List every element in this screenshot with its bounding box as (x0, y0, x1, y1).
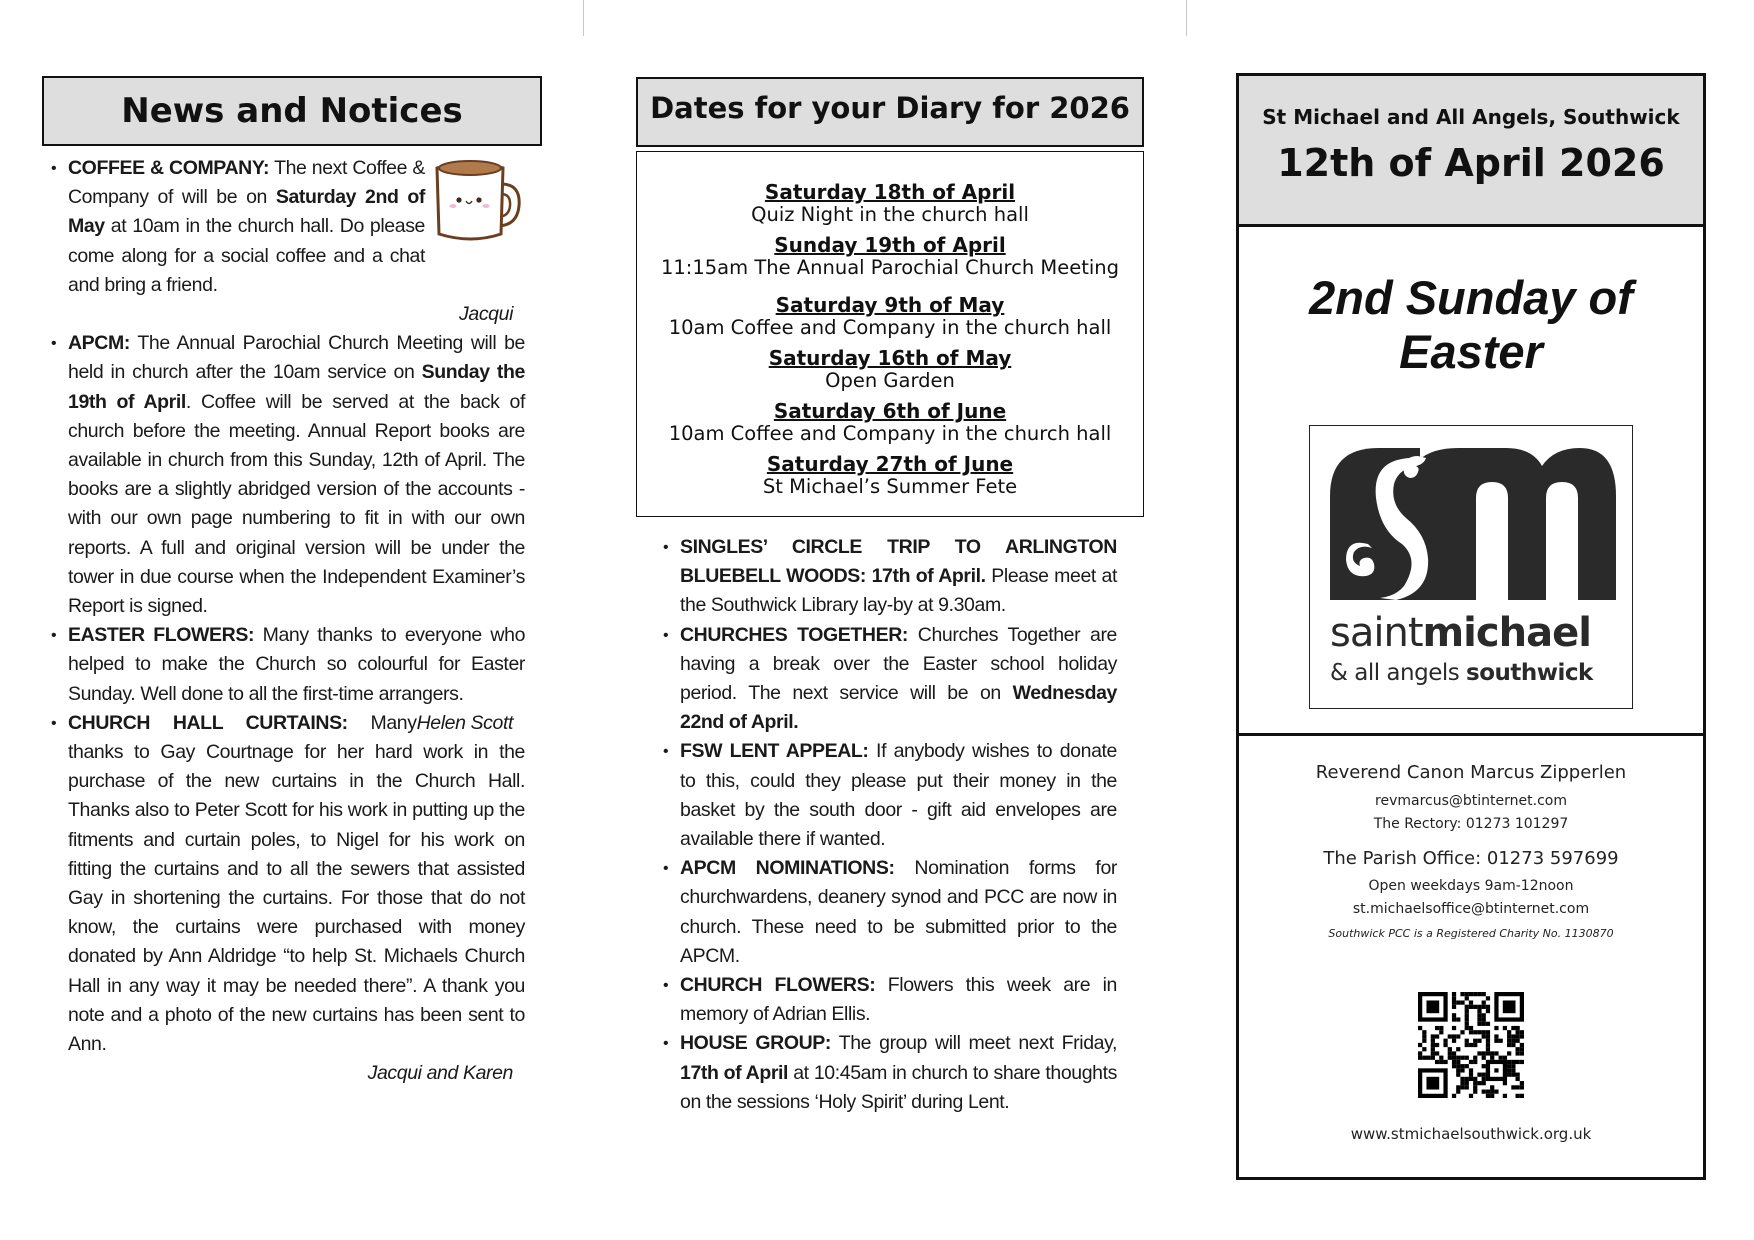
notice-text: Please meet at the Southwick Library lay-by at 9.30am. (680, 565, 1117, 617)
notice-item (680, 621, 1117, 738)
sm-monogram-icon (1310, 426, 1632, 606)
notice-emphasis: Sunday the 19th of April (68, 361, 525, 413)
notice-title: HOUSE GROUP: (680, 1032, 831, 1055)
diary-event-date: Saturday 27th of June (766, 452, 1014, 476)
notice-text: Many thanks to Gay Courtnage for her hard work in the purchase of the new curtains in the Church Hall. Thanks also to Peter Scott for his work in putting up the fitments and curtain poles, to Nigel for his work on fitting the curtains and to all the sewers that assisted Gay in shortening the curtains. For those that do not know, the curtains were purchased with money donated by Ann Aldridge “to help St. Michaels Church Hall in any way it may be needed there”. A thank you note and a photo of the new curtains has been sent to Ann. (68, 711, 525, 1056)
notice-text: at 10am in the church hall. Do please come along for a social coffee and a chat and bring a friend. (68, 215, 425, 296)
diary-event-description: St Michael’s Summer Fete (762, 475, 1018, 498)
charity-number: Southwick PCC is a Registered Charity No. 1130870 (1328, 927, 1614, 940)
notice-title: COFFEE & COMPANY: (68, 157, 270, 179)
notice-text: Churches Together are having a break over the Easter school holiday period. The next service will be on (680, 623, 1117, 705)
diary-event-description: 10am Coffee and Company in the church hall (668, 316, 1112, 339)
cover-header (1236, 73, 1706, 224)
fold-mark-left (583, 0, 584, 36)
news-panel (42, 76, 542, 1089)
notice-text: Flowers this week are in memory of Adrian Ellis. (680, 974, 1118, 1026)
sunday-title (1239, 271, 1703, 379)
sunday-title-line2: Easter (1399, 325, 1543, 378)
sunday-title-line1: 2nd Sunday of (1309, 271, 1633, 324)
parish-office-phone: The Parish Office: 01273 597699 (1323, 848, 1619, 869)
diary-event-date: Saturday 16th of May (768, 346, 1012, 370)
notice-item (68, 329, 525, 621)
notice-title: CHURCH FLOWERS: (680, 974, 876, 997)
diary-event-date: Saturday 6th of June (773, 399, 1007, 423)
diary-event (637, 399, 1143, 445)
notice-title: CHURCH HALL CURTAINS: (68, 711, 348, 734)
diary-event (637, 293, 1143, 339)
office-hours: Open weekdays 9am-12noon (1368, 878, 1574, 894)
notice-text: If anybody wishes to donate to this, could they please put their money in the basket by the south door - gift aid envelopes are available there if wanted. (680, 740, 1117, 851)
notice-title: APCM NOMINATIONS: (680, 857, 895, 880)
diary-event-date: Saturday 9th of May (775, 293, 1005, 317)
notice-title: APCM: (68, 332, 130, 355)
notice-text: The Annual Parochial Church Meeting will be held in church after the 10am service on (68, 332, 525, 384)
coffee-mug-icon (431, 154, 525, 246)
news-heading: News and Notices (42, 76, 542, 146)
vicar-name: Reverend Canon Marcus Zipperlen (1315, 762, 1627, 783)
office-email[interactable]: st.michaelsoffice@btinternet.com (1352, 901, 1590, 917)
cover-panel (1236, 73, 1706, 1180)
diary-event (637, 233, 1143, 279)
diary-panel (636, 77, 1144, 1117)
notice-item (680, 854, 1117, 971)
notice-item (68, 709, 525, 1089)
notice-emphasis: Saturday 2nd of May (68, 186, 425, 238)
diary-heading: Dates for your Diary for 2026 (636, 77, 1144, 147)
diary-event (637, 452, 1143, 498)
notice-text: The group will meet next Friday, (831, 1032, 1117, 1055)
qr-code-icon[interactable] (1418, 992, 1524, 1098)
notice-text: Nomination forms for churchwardens, deanery synod and PCC are now in church. These need to be submitted prior to the APCM. (680, 857, 1117, 967)
notice-emphasis: 17th of April (680, 1061, 789, 1084)
notice-item (680, 737, 1117, 854)
notice-text: . Coffee will be served at the back of church before the meeting. Annual Report books are available in church from this Sunday, 12th of April. The books are a slightly abridged version of the accounts - with our own page numbering to fit in with our own reports. A full and original version will be under the tower in due course when the Independent Examiner’s Report is signed. (68, 390, 525, 618)
news-list (42, 154, 525, 1089)
notice-item (680, 533, 1117, 621)
rectory-phone: The Rectory: 01273 101297 (1373, 816, 1569, 832)
church-logo (1309, 425, 1633, 709)
fold-mark-right (1186, 0, 1187, 36)
logo-wordmark: saintmichael (1330, 610, 1591, 656)
notice-signature: Helen Scott (416, 711, 513, 734)
notice-emphasis: Wednesday 22nd of April. (680, 682, 1117, 734)
notice-text: Many thanks to everyone who helped to make the Church so colourful for Easter Sunday. Well done to all the first-time arrangers. (68, 624, 526, 705)
issue-date: 12th of April 2026 (1277, 141, 1665, 185)
diary-event-description: Quiz Night in the church hall (751, 203, 1029, 226)
contact-box (1236, 736, 1706, 1180)
diary-event (637, 346, 1143, 392)
notice-title: CHURCHES TOGETHER: (680, 623, 908, 646)
notice-title: FSW LENT APPEAL: (680, 740, 869, 763)
notice-signature: Jacqui and Karen (367, 1062, 513, 1085)
diary-event-description: 10am Coffee and Company in the church hall (668, 422, 1112, 445)
diary-event-date: Saturday 18th of April (764, 180, 1016, 204)
diary-event-description: 11:15am The Annual Parochial Church Meeting (660, 256, 1120, 279)
notice-text: The next Coffee & Company of will be on (68, 157, 425, 209)
notice-item (680, 1029, 1117, 1117)
notice-item (68, 154, 525, 329)
diary-event (637, 180, 1143, 226)
notice-title: EASTER FLOWERS: (68, 624, 255, 647)
notice-signature: Jacqui (459, 303, 513, 326)
qr-code-graphic (1418, 992, 1524, 1098)
notice-item (680, 971, 1117, 1029)
logo-subtitle: & all angels southwick (1330, 660, 1593, 686)
notices-list-2 (636, 533, 1117, 1117)
diary-box (636, 151, 1144, 517)
vicar-email[interactable]: revmarcus@btinternet.com (1375, 793, 1567, 809)
cover-title-box (1236, 224, 1706, 736)
church-name: St Michael and All Angels, Southwick (1262, 105, 1680, 129)
notice-text: at 10:45am in church to share thoughts on the sessions ‘Holy Spirit’ during Lent. (680, 1061, 1117, 1113)
diary-event-description: Open Garden (825, 369, 955, 392)
website-link[interactable]: www.stmichaelsouthwick.org.uk (1350, 1125, 1592, 1143)
notice-title: SINGLES’ CIRCLE TRIP TO ARLINGTON BLUEBELL WOODS: 17th of April. (680, 536, 1117, 588)
diary-event-date: Sunday 19th of April (774, 233, 1006, 257)
